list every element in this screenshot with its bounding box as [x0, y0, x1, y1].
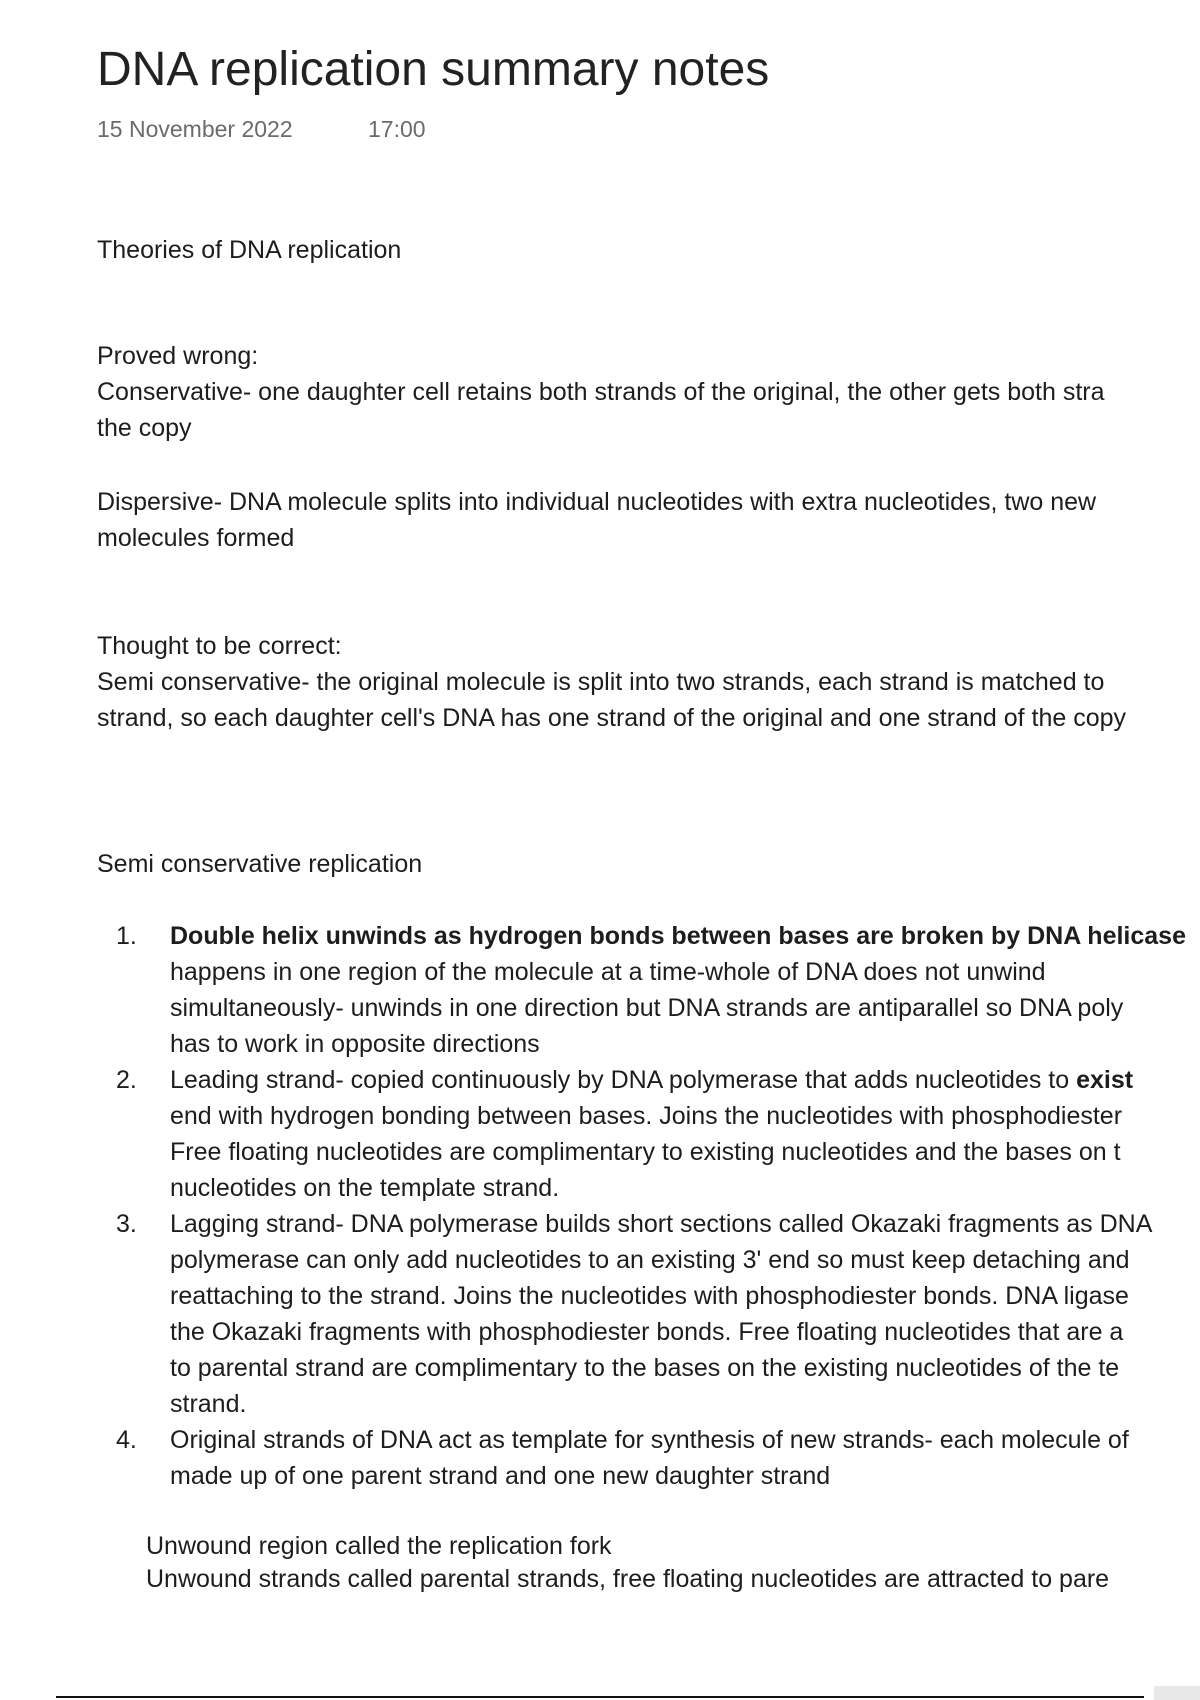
list-item-4-line-1: Original strands of DNA act as template for synthesis of new strands- each molecule of: [170, 1426, 1129, 1454]
proved-wrong-label: Proved wrong:: [97, 342, 259, 370]
list-item-3-line-1: Lagging strand- DNA polymerase builds short sections called Okazaki fragments as DNA: [170, 1210, 1153, 1238]
list-item-3-line-3: reattaching to the strand. Joins the nucleotides with phosphodiester bonds. DNA ligase: [170, 1282, 1129, 1310]
list-item-2-line-4: nucleotides on the template strand.: [170, 1174, 560, 1202]
conservative-line-2: the copy: [97, 414, 192, 442]
list-item-2-text: Leading strand- copied continuously by DNA polymerase that adds nucleotides to: [170, 1066, 1077, 1094]
list-item-3-line-4: the Okazaki fragments with phosphodiester bonds. Free floating nucleotides that are a: [170, 1318, 1124, 1346]
bottom-divider: [56, 1696, 1144, 1698]
list-item-1-line-4: has to work in opposite directions: [170, 1030, 540, 1058]
list-item-3-line-6: strand.: [170, 1390, 247, 1418]
semi-section-heading: Semi conservative replication: [97, 850, 423, 878]
list-item-1-bold: Double helix unwinds as hydrogen bonds between bases are broken by DNA helicase: [170, 922, 1186, 950]
list-number: 4.: [116, 1426, 137, 1454]
theories-heading: Theories of DNA replication: [97, 236, 402, 264]
conservative-line-1: Conservative- one daughter cell retains both strands of the original, the other gets both stra: [97, 378, 1105, 406]
note-replication-fork: Unwound region called the replication fork: [146, 1532, 612, 1560]
page-time: 17:00: [368, 116, 426, 142]
list-item-3-line-2: polymerase can only add nucleotides to an existing 3' end so must keep detaching and: [170, 1246, 1130, 1274]
list-item-2-line-3: Free floating nucleotides are complimentary to existing nucleotides and the bases on t: [170, 1138, 1121, 1166]
list-item-2-bold: exist: [1076, 1066, 1134, 1094]
dispersive-line-2: molecules formed: [97, 524, 295, 552]
list-number: 2.: [116, 1066, 137, 1094]
page-date: 15 November 2022: [97, 116, 293, 142]
correct-label: Thought to be correct:: [97, 632, 342, 660]
semi-line-2: strand, so each daughter cell's DNA has one strand of the original and one strand of the copy: [97, 704, 1127, 732]
dispersive-line-1: Dispersive- DNA molecule splits into individual nucleotides with extra nucleotides, two new: [97, 488, 1097, 516]
list-item-3-line-5: to parental strand are complimentary to the bases on the existing nucleotides of the te: [170, 1354, 1120, 1382]
page-corner: [1154, 1686, 1200, 1700]
page-title: DNA replication summary notes: [97, 43, 770, 96]
list-item-4-line-2: made up of one parent strand and one new daughter strand: [170, 1462, 831, 1490]
list-number: 1.: [116, 922, 137, 950]
semi-line-1: Semi conservative- the original molecule is split into two strands, each strand is matched to: [97, 668, 1105, 696]
list-number: 3.: [116, 1210, 137, 1238]
list-item-2-line-2: end with hydrogen bonding between bases. Joins the nucleotides with phosphodiester: [170, 1102, 1123, 1130]
list-item-2-line-1: [170, 1062, 1133, 1098]
list-item-1-line-3: simultaneously- unwinds in one direction but DNA strands are antiparallel so DNA poly: [170, 994, 1124, 1022]
list-item-1-line-1: [170, 918, 1186, 954]
note-parental-strands: Unwound strands called parental strands, free floating nucleotides are attracted to pare: [146, 1565, 1110, 1593]
list-item-1-line-2: happens in one region of the molecule at a time-whole of DNA does not unwind: [170, 958, 1046, 986]
